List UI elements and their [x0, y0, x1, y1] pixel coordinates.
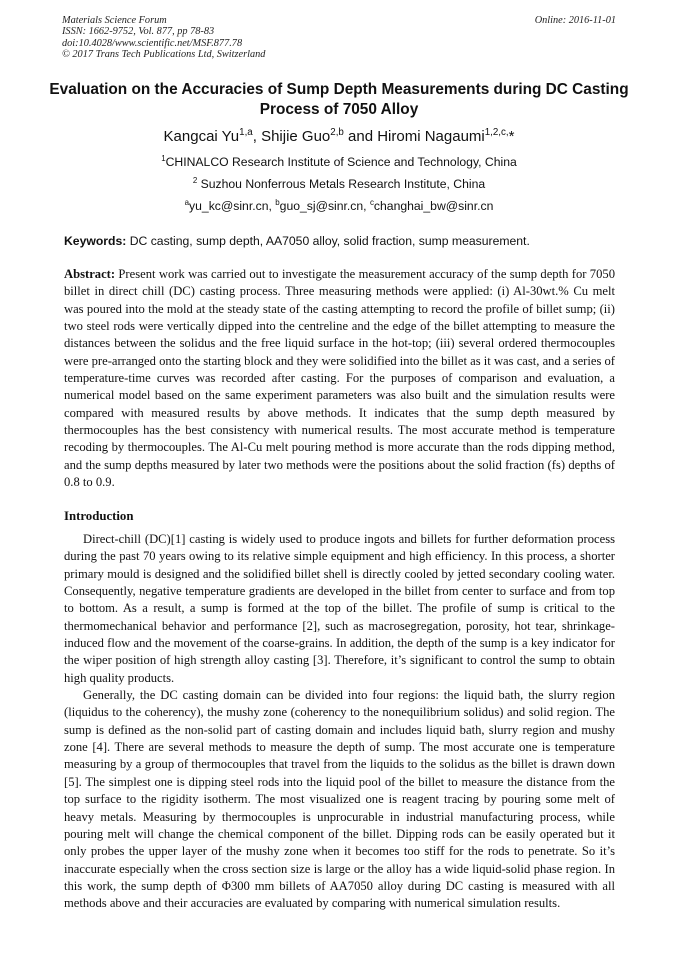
author-separator: ,: [252, 128, 262, 145]
author-affiliation-mark: 1,a: [239, 127, 253, 139]
email-mark: b: [275, 198, 280, 208]
section-heading-introduction: Introduction: [64, 509, 134, 523]
author-name: Shijie Guo: [261, 128, 331, 145]
abstract-label: Abstract:: [64, 267, 116, 281]
journal-name: Materials Science Forum: [62, 15, 167, 26]
email-mark: c: [369, 198, 374, 208]
keywords-label: Keywords:: [64, 234, 127, 248]
abstract-text: Present work was carried out to investigate the measurement accuracy of the sump depth for 7050 billet in direct chill (DC) casting process. Three measuring methods were applied: (i) Al-30wt.% Cu melt was poured into the mold at the steady state of the casting attempting to record the profile of billet sump; (ii) two steel rods were vertically dipped into the centreline and the edge of the billet attempting to measure the distances between the solidus and the free liquid surface in the hot-top; (iii) several ordered thermocouples were pre-arranged onto the starting block and they were solidified into the billet as it was cast, and a series of temperature-time curves was recorded after casting. For the purposes of comparison and evaluation, a numerical model based on the same experiment parameters was also built and the simulation results were compared with measured results by above methods. It indicates that the sump depth measured by thermocouples has the best consistency with numerical results. The most accurate method is temperature recoding by thermocouples. The Al-Cu melt pouring method is more accurate than the rods dipping method, and the sump depths measured by later two methods were the positions about the solid fraction (fs) depths of 0.8 to 0.9.: [64, 267, 615, 490]
author-list: [40, 128, 638, 145]
doi-line: doi:10.4028/www.scientific.net/MSF.877.78: [62, 37, 243, 49]
email-text: yu_kc@sinr.cn,: [189, 199, 276, 213]
author-affiliation-mark: 1,2,c,: [484, 127, 509, 139]
affiliation-1: [40, 155, 638, 169]
affiliation-mark: 1: [161, 154, 166, 164]
email-text: guo_sj@sinr.cn,: [279, 199, 370, 213]
journal-header: [62, 15, 616, 60]
affiliation-2: [40, 177, 638, 191]
introduction-body: [64, 531, 615, 913]
affiliation-text: CHINALCO Research Institute of Science and Technology, China: [165, 155, 517, 169]
intro-paragraph: Direct-chill (DC)[1] casting is widely used to produce ingots and billets for further deformation process during the past 70 years owing to its relative simple equipment and high efficiency. In this process, a shorter primary mould is designed and the solidified billet shell is directly cooled by jetted secondary cooling water. Consequently, negative temperature gradients are developed in the billet from center to surface and from top to bottom. As a result, a sump is formed at the top of the billet. The profile of sump is critical to the thermomechanical behavior and performance [2], such as macrosegregation, porosity, hot tear, shrinkage-induced flow and the movement of the coarse-grains. In addition, the depth of the sump is a key indicator for the wiper position of high strength alloy casting [3]. Therefore, it’s significant to control the sump to obtain high quality products.: [64, 532, 615, 685]
affiliation-mark: 2: [192, 176, 198, 186]
online-date: Online: 2016-11-01: [534, 15, 616, 26]
keywords: [64, 234, 616, 248]
issn-line: ISSN: 1662-9752, Vol. 877, pp 78-83: [62, 26, 215, 38]
author-name: Kangcai Yu: [163, 128, 240, 145]
email-line: [40, 199, 638, 213]
author-affiliation-mark: 2,b: [330, 127, 344, 139]
author-separator: and: [343, 128, 378, 145]
intro-paragraph: Generally, the DC casting domain can be divided into four regions: the liquid bath, the slurry region (liquidus to the coherency), the mushy zone (coherency to the nonequilibrium solidus) and solid region. The sump is defined as the non-solid part of casting domain and includes liquid bath, slurry region and mushy zone [4]. There are several methods to measure the depth of sump. The most accurate one is temperature measuring by a group of thermocouples that travel from the liquids to the solidus as the billet is drawn down [5]. The simplest one is dipping steel rods into the liquid pool of the billet to measure the distance from the top surface to the rigidity isotherm. The most visualized one is reagent tracing by pouring some melt of heavy metals. Measuring by thermocouples is unprocurable in industrial manufacturing process, while pouring melt will change the chemical component of the billet. Dipping rods can be easily operated but it only probes the upper layer of the mushy zone when it becomes too stiff for the rods to penetrate. So it’s inaccurate especially when the cross section size is large or the alloy has a wide liquid-solid phase region. In this work, the sump depth of Φ300 mm billets of AA7050 alloy during DC casting is measured with all methods above and their accuracies are evaluated by comparing with numerical simulation results.: [64, 688, 615, 911]
corresponding-author-star: *: [508, 128, 515, 145]
email-mark: a: [184, 198, 190, 208]
email-text: changhai_bw@sinr.cn: [373, 199, 494, 213]
abstract: [64, 266, 615, 491]
keywords-text: DC casting, sump depth, AA7050 alloy, solid fraction, sump measurement.: [129, 234, 530, 248]
paper-title: Evaluation on the Accuracies of Sump Depth Measurements during DC Casting Process of 7050 Alloy: [49, 81, 629, 118]
affiliation-text: Suzhou Nonferrous Metals Research Institute, China: [200, 177, 486, 191]
author-name: Hiromi Nagaumi: [377, 128, 485, 145]
copyright-line: © 2017 Trans Tech Publications Ltd, Switzerland: [62, 48, 266, 60]
